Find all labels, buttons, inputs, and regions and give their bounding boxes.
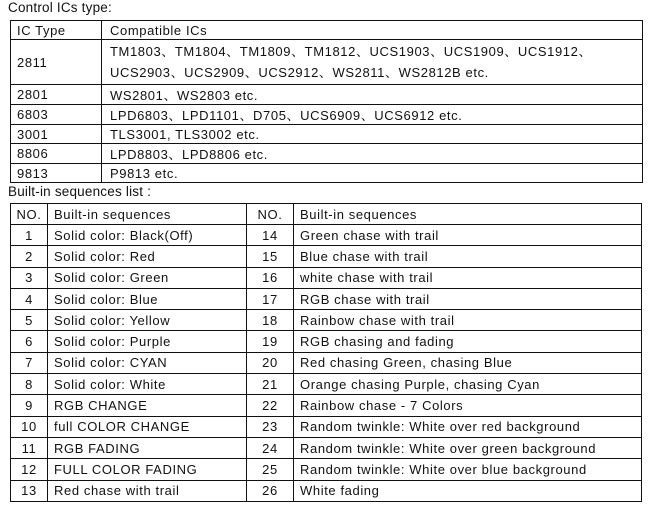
- sequence-number: 18: [247, 310, 294, 331]
- table-row: [11, 395, 642, 416]
- control-ics-table: [10, 20, 643, 183]
- table-row: [11, 416, 642, 437]
- sequence-name: Solid color: Black(Off): [48, 225, 247, 246]
- sequence-number: 3: [11, 267, 48, 288]
- table-row: [11, 85, 643, 105]
- sequence-number: 24: [247, 437, 294, 458]
- table-row: [11, 267, 642, 288]
- sequence-number: 2: [11, 246, 48, 267]
- ic-type-header: IC Type: [11, 21, 102, 40]
- ic-type-cell: 6803: [11, 105, 102, 125]
- sequence-name: Solid color: Blue: [48, 288, 247, 309]
- sequence-name: White fading: [294, 480, 642, 501]
- no-header: NO.: [11, 204, 48, 225]
- sequences-table: [10, 203, 642, 502]
- sequence-number: 21: [247, 374, 294, 395]
- compatible-ics-header: Compatible ICs: [102, 21, 643, 40]
- table-row: [11, 225, 642, 246]
- table-row: [11, 125, 643, 144]
- compatible-ics-cell: TM1803、TM1804、TM1809、TM1812、UCS1903、UCS1909、UCS1912、UCS2903、UCS2909、UCS2912、WS2811、WS2812B etc.: [102, 40, 643, 85]
- sequence-name: Solid color: Purple: [48, 331, 247, 352]
- table-row: [11, 310, 642, 331]
- sequence-name: full COLOR CHANGE: [48, 416, 247, 437]
- sequence-name: Solid color: Red: [48, 246, 247, 267]
- no-header: NO.: [247, 204, 294, 225]
- sequence-number: 23: [247, 416, 294, 437]
- ic-type-cell: 2801: [11, 85, 102, 105]
- sequence-number: 19: [247, 331, 294, 352]
- sequence-number: 13: [11, 480, 48, 501]
- table-row: [11, 40, 643, 85]
- compatible-ics-cell: LPD8803、LPD8806 etc.: [102, 144, 643, 164]
- sequence-number: 15: [247, 246, 294, 267]
- sequence-name: Rainbow chase - 7 Colors: [294, 395, 642, 416]
- sequence-name: FULL COLOR FADING: [48, 459, 247, 480]
- compatible-ics-cell: TLS3001, TLS3002 etc.: [102, 125, 643, 144]
- table-header-row: [11, 21, 643, 40]
- sequence-name: Solid color: Yellow: [48, 310, 247, 331]
- ic-type-cell: 3001: [11, 125, 102, 144]
- ic-type-cell: 2811: [11, 40, 102, 85]
- sequence-number: 26: [247, 480, 294, 501]
- sequence-name: Green chase with trail: [294, 225, 642, 246]
- table-row: [11, 164, 643, 183]
- sequence-number: 1: [11, 225, 48, 246]
- table-header-row: [11, 204, 642, 225]
- sequence-number: 4: [11, 288, 48, 309]
- sequence-number: 17: [247, 288, 294, 309]
- table-row: [11, 459, 642, 480]
- table-row: [11, 288, 642, 309]
- sequence-number: 25: [247, 459, 294, 480]
- sequence-number: 5: [11, 310, 48, 331]
- sequence-header: Built-in sequences: [294, 204, 642, 225]
- control-ics-heading: Control ICs type:: [8, 0, 112, 15]
- sequence-name: white chase with trail: [294, 267, 642, 288]
- sequence-number: 12: [11, 459, 48, 480]
- table-row: [11, 352, 642, 373]
- table-row: [11, 437, 642, 458]
- sequence-name: Blue chase with trail: [294, 246, 642, 267]
- sequence-name: RGB CHANGE: [48, 395, 247, 416]
- sequence-name: Random twinkle: White over red background: [294, 416, 642, 437]
- ic-type-cell: 9813: [11, 164, 102, 183]
- sequence-name: Orange chasing Purple, chasing Cyan: [294, 374, 642, 395]
- sequence-number: 20: [247, 352, 294, 373]
- sequence-number: 22: [247, 395, 294, 416]
- table-row: [11, 105, 643, 125]
- sequence-name: Red chasing Green, chasing Blue: [294, 352, 642, 373]
- sequence-number: 14: [247, 225, 294, 246]
- sequence-name: Red chase with trail: [48, 480, 247, 501]
- sequence-name: Solid color: White: [48, 374, 247, 395]
- table-row: [11, 144, 643, 164]
- sequence-name: Random twinkle: White over blue background: [294, 459, 642, 480]
- sequence-number: 16: [247, 267, 294, 288]
- sequence-name: RGB FADING: [48, 437, 247, 458]
- sequence-number: 8: [11, 374, 48, 395]
- sequence-number: 6: [11, 331, 48, 352]
- compatible-ics-cell: WS2801、WS2803 etc.: [102, 85, 643, 105]
- sequence-header: Built-in sequences: [48, 204, 247, 225]
- compatible-ics-cell: P9813 etc.: [102, 164, 643, 183]
- sequence-name: Random twinkle: White over green background: [294, 437, 642, 458]
- sequence-number: 11: [11, 437, 48, 458]
- sequence-name: RGB chasing and fading: [294, 331, 642, 352]
- sequence-name: Solid color: Green: [48, 267, 247, 288]
- table-row: [11, 374, 642, 395]
- table-row: [11, 246, 642, 267]
- table-row: [11, 331, 642, 352]
- sequence-name: Solid color: CYAN: [48, 352, 247, 373]
- sequence-name: Rainbow chase with trail: [294, 310, 642, 331]
- sequence-number: 10: [11, 416, 48, 437]
- table-row: [11, 480, 642, 501]
- compatible-ics-cell: LPD6803、LPD1101、D705、UCS6909、UCS6912 etc.: [102, 105, 643, 125]
- sequence-number: 7: [11, 352, 48, 373]
- sequence-name: RGB chase with trail: [294, 288, 642, 309]
- sequences-heading: Built-in sequences list :: [8, 184, 152, 199]
- sequence-number: 9: [11, 395, 48, 416]
- ic-type-cell: 8806: [11, 144, 102, 164]
